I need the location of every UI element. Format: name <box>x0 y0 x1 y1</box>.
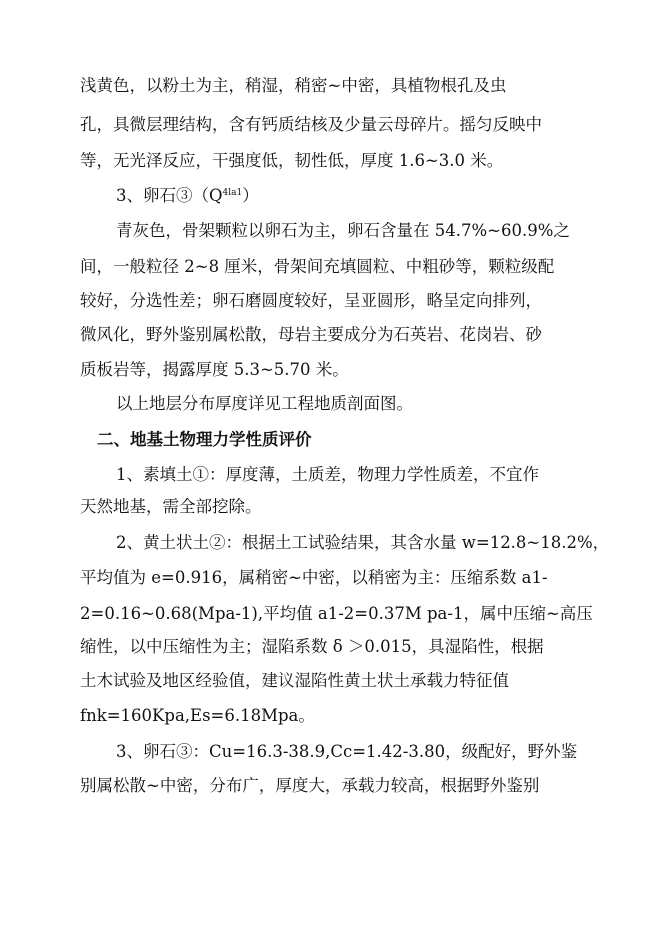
text-line: 孔，具微层理结构，含有钙质结核及少量云母碎片。摇匀反映中 <box>80 115 542 134</box>
text-line: 平均值为 e=0.916，属稍密~中密，以稍密为主：压缩系数 a1- <box>80 568 548 587</box>
text-line: 天然地基，需全部挖除。 <box>80 497 262 516</box>
text-line: 等，无光泽反应，干强度低，韧性低，厚度 1.6~3.0 米。 <box>80 151 504 170</box>
section-heading: 二、地基土物理力学性质评价 <box>97 430 312 449</box>
text-line: 微风化，野外鉴别属松散，母岩主要成分为石英岩、花岗岩、砂 <box>80 325 542 344</box>
text-line: fnk=160Kpa,Es=6.18Mpa。 <box>80 706 315 725</box>
text-line: 3、卵石③：Cu=16.3-38.9,Cc=1.42-3.80，级配好，野外鉴 <box>116 742 578 761</box>
text-line: 较好，分选性差；卵石磨圆度较好，呈亚圆形，略呈定向排列， <box>80 291 542 310</box>
text-line: 以上地层分布厚度详见工程地质剖面图。 <box>116 394 413 413</box>
section-title: 3、卵石$③(Q^{4la1})$ <box>116 186 259 205</box>
text-line: 间，一般粒径 2~8 厘米，骨架间充填圆粒、中粗砂等，颗粒级配 <box>80 257 555 276</box>
text-line: 1、素填土①：厚度薄，土质差，物理力学性质差，不宜作 <box>116 465 539 484</box>
text-line: 质板岩等，揭露厚度 5.3~5.70 米。 <box>80 360 349 379</box>
text-line: 青灰色，骨架颗粒以卵石为主，卵石含量在 54.7%~60.9%之 <box>116 221 570 240</box>
text-line: 2=0.16~0.68(Mpa-1),平均值 a1-2=0.37M pa-1，属中压缩~高压 <box>80 604 593 623</box>
text-line: 缩性，以中压缩性为主；湿陷系数 δ ＞0.015，具湿陷性，根据 <box>80 637 544 656</box>
text-line: 土木试验及地区经验值，建议湿陷性黄土状土承载力特征值 <box>80 671 509 690</box>
text-line: 2、黄土状土②：根据土工试验结果，其含水量 w=12.8~18.2%， <box>116 533 610 552</box>
text-line: 浅黄色，以粉土为主，稍湿，稍密~中密，具植物根孔及虫 <box>80 76 507 95</box>
text-line: 别属松散~中密，分布广，厚度大，承载力较高，根据野外鉴别 <box>80 776 540 795</box>
